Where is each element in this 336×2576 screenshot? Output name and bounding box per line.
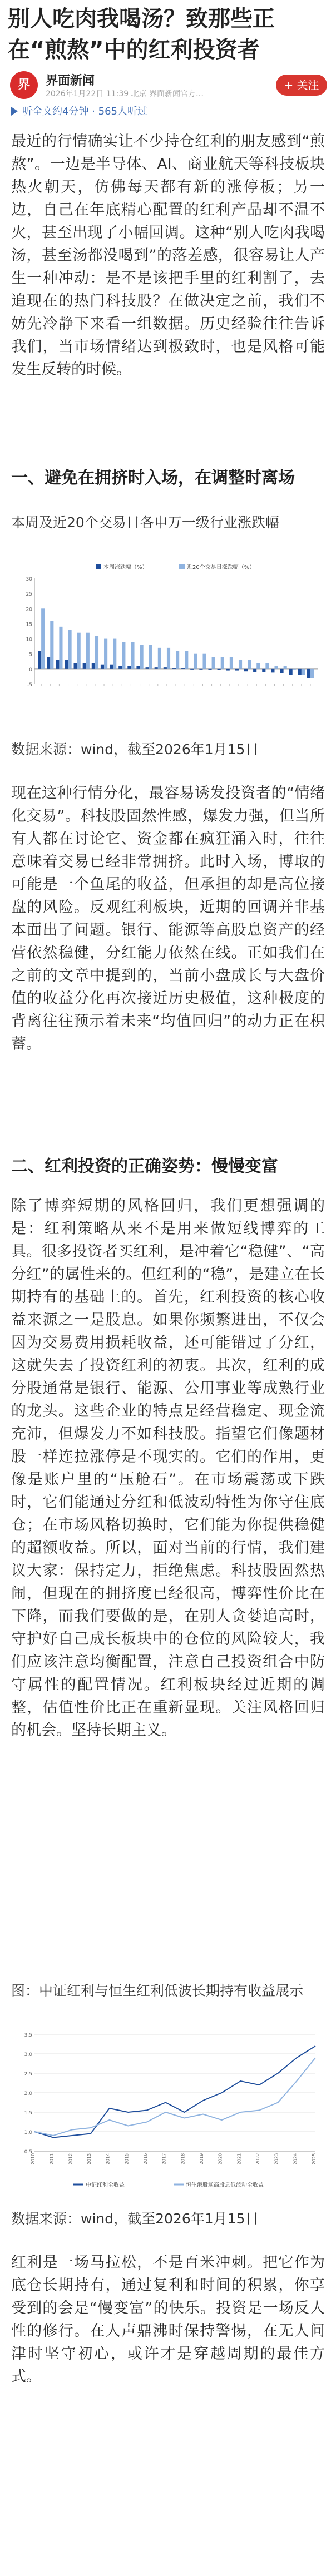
source-logo-icon[interactable]: 界 <box>10 71 38 99</box>
bar <box>172 668 176 669</box>
bar <box>284 666 287 668</box>
y-tick-label: 10 <box>26 637 32 643</box>
industry-returns-chart-svg <box>12 556 324 723</box>
bar <box>298 669 302 675</box>
series-line <box>34 2046 315 2138</box>
bar <box>199 669 202 670</box>
bar <box>289 669 293 675</box>
bar <box>47 657 50 669</box>
bar <box>41 608 45 669</box>
y-tick-label: -5 <box>27 682 32 688</box>
bar <box>202 654 206 669</box>
x-tick-label: 2017 <box>161 2153 167 2165</box>
industry-returns-chart <box>12 556 324 723</box>
dividend-returns-chart-svg <box>12 2023 324 2196</box>
section-heading-1: 一、避免在拥挤时入场，在调整时离场 <box>11 468 295 488</box>
source-row <box>10 70 327 101</box>
bar <box>158 648 161 669</box>
x-tick-label: 2018 <box>180 2153 186 2165</box>
x-tick-label: 2013 <box>87 2153 92 2165</box>
y-tick-label: 1.5 <box>24 2111 32 2116</box>
bar <box>38 651 41 669</box>
x-tick-label: 2012 <box>68 2153 73 2165</box>
series-line <box>34 2058 315 2136</box>
source-name[interactable]: 界面新闻 <box>46 74 95 88</box>
bar <box>127 666 131 668</box>
bar <box>212 657 215 669</box>
x-tick-label: 2014 <box>105 2153 111 2165</box>
x-tick-label: 2023 <box>274 2153 279 2165</box>
y-tick-label: 0 <box>29 667 32 673</box>
bar <box>244 669 248 671</box>
x-tick-label: 2010 <box>31 2153 36 2165</box>
y-tick-label: 20 <box>26 607 32 613</box>
bar <box>218 669 221 670</box>
bar <box>302 669 305 675</box>
bar <box>310 669 314 678</box>
bar <box>92 663 95 669</box>
x-tick-label: 2022 <box>255 2153 260 2165</box>
source-meta: 2026年1月22日 11:39 北京 界面新闻官方… <box>46 90 204 98</box>
x-tick-label: 2019 <box>199 2153 204 2165</box>
bar <box>274 666 278 668</box>
bar <box>280 669 283 673</box>
listen-full-text-link[interactable] <box>11 103 147 118</box>
bar <box>248 660 251 669</box>
bar <box>149 645 152 668</box>
bar <box>226 669 230 671</box>
bar <box>101 665 104 669</box>
bar <box>239 660 242 669</box>
section-heading-2: 二、红利投资的正确姿势：慢慢变富 <box>11 1157 278 1176</box>
legend-label: 恒生港股通高股息低波动全收益 <box>186 2182 264 2188</box>
bar <box>95 636 98 669</box>
y-tick-label: 3.5 <box>24 2033 32 2038</box>
legend-swatch <box>96 564 101 569</box>
bar <box>176 651 179 669</box>
y-tick-label: 1.0 <box>24 2130 32 2136</box>
x-tick-label: 2021 <box>236 2153 242 2165</box>
x-tick-label: 2020 <box>218 2153 223 2165</box>
bar <box>208 669 211 670</box>
bar <box>86 633 90 669</box>
bar <box>230 657 233 669</box>
x-tick-label: 2015 <box>124 2153 130 2165</box>
bar <box>265 663 269 669</box>
data-source-note-1: 数据来源：wind，截至2026年1月15日 <box>11 741 259 757</box>
y-tick-label: 3.0 <box>24 2052 32 2058</box>
bar <box>256 663 260 669</box>
play-icon <box>11 107 18 116</box>
legend-label: 中证红利全收益 <box>86 2182 125 2188</box>
chart1-caption: 本周及近20个交易日各申万一级行业涨跌幅 <box>11 514 279 531</box>
bar <box>164 667 167 669</box>
bar <box>155 667 158 669</box>
bar <box>113 639 116 669</box>
x-tick-label: 2016 <box>143 2153 148 2165</box>
bar <box>56 660 59 669</box>
bar <box>293 669 296 670</box>
bar <box>194 654 197 669</box>
x-tick-label: 2025 <box>312 2153 317 2165</box>
bar <box>104 639 107 669</box>
y-tick-label: 25 <box>26 592 32 598</box>
bar <box>271 669 274 673</box>
bar <box>68 630 72 669</box>
bar <box>50 621 53 669</box>
bar <box>77 633 81 669</box>
bar <box>65 660 68 669</box>
legend-label: 近20个交易日涨跌幅（%） <box>187 564 255 571</box>
bar <box>167 648 170 669</box>
article-title: 别人吃肉我喝汤？致那些正在“煎熬”中的红利投资者 <box>8 6 275 63</box>
paragraph-conclusion: 红利是一场马拉松，不是百米冲刺。把它作为底仓长期持有，通过复利和时间的积累，你享受到的会是“慢变富”的快乐。投资是一场反人性的修行。在人声鼎沸时保持警惕，在无人问津时坚守初心，或许才是穿越周期的最佳方式。 <box>11 2254 325 2385</box>
bar <box>83 663 86 669</box>
y-tick-label: 30 <box>26 577 32 582</box>
y-tick-label: 2.5 <box>24 2072 32 2077</box>
bar <box>146 667 149 669</box>
bar <box>221 657 224 669</box>
bar <box>140 645 144 668</box>
bar <box>110 665 113 669</box>
bar <box>190 669 194 670</box>
legend-label: 本周涨跌幅（%） <box>103 564 148 571</box>
y-tick-label: 2.0 <box>24 2091 32 2097</box>
bar <box>181 668 185 669</box>
listen-label: 听全文约4分钟 · 565人听过 <box>22 106 147 117</box>
data-source-note-2: 数据来源：wind，截至2026年1月15日 <box>11 2211 259 2227</box>
y-tick-label: 15 <box>26 622 32 628</box>
paragraph-long-term: 除了博弈短期的风格回归，我们更想强调的是：红利策略从来不是用来做短线博弈的工具。很多投资者买红利，是冲着它“稳健”、“高分红”的属性来的。但红利的“稳”，是建立在长期持有的基础上的。首先，红利投资的核心收益来源之一是股息。如果你频繁进出，不仅会因为交易费用损耗收益，还可能错过了分红，这就失去了投资红利的初衷。其次，红利的成分股通常是银行、能源、公用事业等成熟行业的龙头。这些企业的特点是经营稳定、现金流充沛，但爆发力不如科技股。指望它们像题材股一样连拉涨停是不现实的。它们的作用，更像是账户里的“压舱石”。在市场震荡或下跌时，它们能通过分红和低波动特性为你守住底仓；在市场风格切换时，它们能为你提供稳健的超额收益。所以，面对当前的行情，我们建议大家：保持定力，拒绝焦虑。科技股固然热闹，但现在的拥挤度已经很高，博弈性价比在下降，而我们要做的是，在别人贪婪追高时，守护好自己成长板块中的仓位的风险较大，我们应该注意均衡配置，注意自己投资组合中防守属性的配置情况。红利板块经过近期的调整，估值性价比正在重新显现。关注风格回归的机会。坚持长期主义。 <box>11 1197 325 1739</box>
bar <box>307 669 310 678</box>
bar <box>118 666 122 668</box>
legend-swatch <box>179 564 185 569</box>
dividend-returns-chart <box>12 2023 324 2196</box>
bar <box>131 642 134 669</box>
bar <box>74 663 77 669</box>
bar <box>262 669 265 672</box>
follow-button[interactable]: + 关注 <box>276 75 327 96</box>
bar <box>235 669 239 671</box>
y-tick-label: 0.5 <box>24 2149 32 2155</box>
bar <box>136 666 140 668</box>
x-tick-label: 2011 <box>49 2153 55 2165</box>
chart2-caption: 图：中证红利与恒生红利低波长期持有收益展示 <box>11 1983 304 1999</box>
paragraph-intro: 最近的行情确实让不少持仓红利的朋友感到“煎熬”。一边是半导体、AI、商业航天等科技板块热火朝天，仿佛每天都有新的涨停板；另一边，自己在年底精心配置的红利产品却不温不火，甚至出现了小幅回调。这种“别人吃肉我喝汤，甚至汤都没喝到”的落差感，很容易让人产生一种冲动：是不是该把手里的红利割了，去追现在的热门科技股？在做决定之前，我们不妨先冷静下来看一组数据。历史经验往往告诉我们，当市场情绪达到极致时，也是风格可能发生反转的时候。 <box>11 133 325 378</box>
bar <box>122 642 125 669</box>
paragraph-crowding: 现在这种行情分化，最容易诱发投资者的“情绪化交易”。科技股固然性感，爆发力强，但当所有人都在讨论它、资金都在疯狂涌入时，往往意味着交易已经非常拥挤。此时入场，博取的可能是一个鱼尾的收益，但承担的却是高位接盘的风险。反观红利板块，近期的回调并非基本面出了问题。银行、能源等高股息资产的经营依然稳健，分红能力依然在线。正如我们在之前的文章中提到的，当前小盘成长与大盘价值的收益分化再次接近历史极值，这种极度的背离往往预示着未来“均值回归”的动力正在积蓄。 <box>11 785 325 1053</box>
bar <box>59 627 62 669</box>
bar <box>253 669 256 672</box>
bar <box>185 651 188 669</box>
x-tick-label: 2024 <box>293 2153 298 2165</box>
y-tick-label: 5 <box>29 652 32 658</box>
